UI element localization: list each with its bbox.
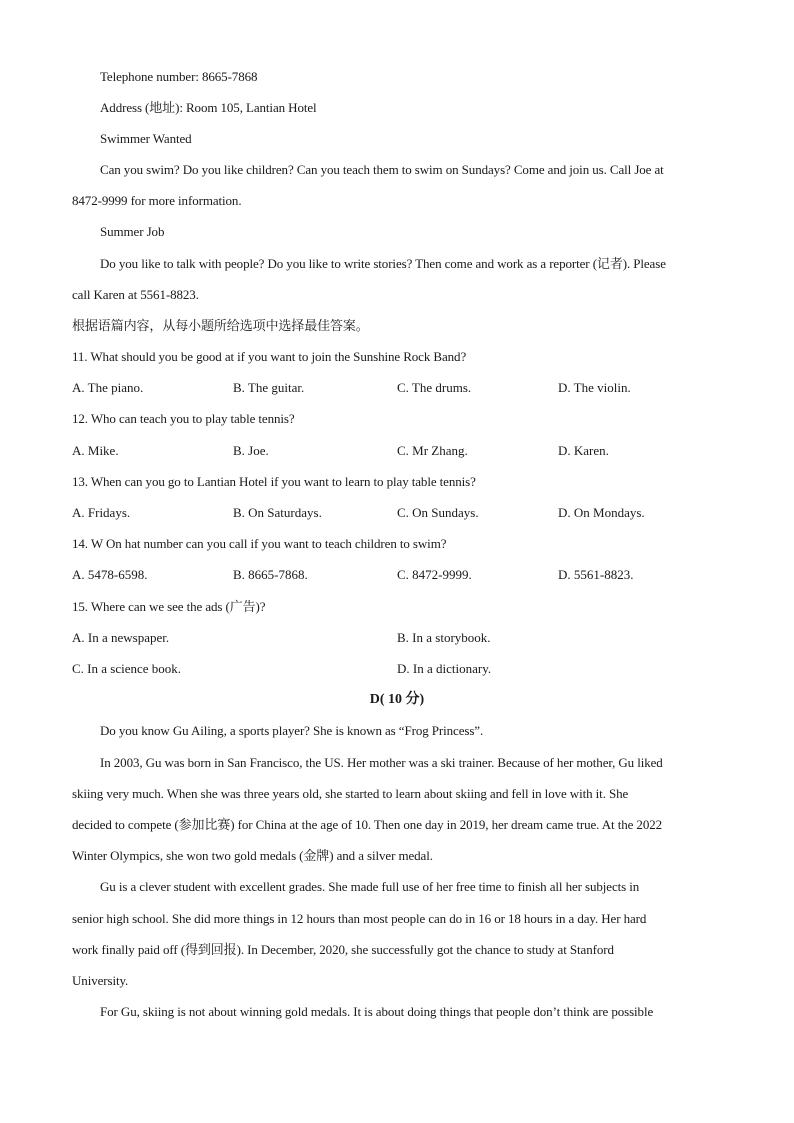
q14-option-d: D. 5561-8823. bbox=[558, 567, 634, 582]
q15-option-d: D. In a dictionary. bbox=[397, 661, 492, 676]
ad-swimmer-text-1: Can you swim? Do you like children? Can you teach them to swim on Sundays? Come and join us. Call Joe at bbox=[100, 162, 664, 177]
passage-line: For Gu, skiing is not about winning gold medals. It is about doing things that people don’t think are possible bbox=[100, 1004, 654, 1019]
q11-option-a: A. The piano. bbox=[72, 380, 144, 395]
q12-option-d: D. Karen. bbox=[558, 443, 609, 458]
q11-option-c: C. The drums. bbox=[397, 380, 472, 395]
ad-swimmer-text-2: 8472-9999 for more information. bbox=[72, 193, 242, 208]
question-stem-11: 11. What should you be good at if you want to join the Sunshine Rock Band? bbox=[72, 349, 467, 364]
question-stem-13: 13. When can you go to Lantian Hotel if you want to learn to play table tennis? bbox=[72, 474, 476, 489]
passage-line: decided to compete (参加比赛) for China at the age of 10. Then one day in 2019, her dream came true. At the 2022 bbox=[72, 817, 663, 832]
q14-option-a: A. 5478-6598. bbox=[72, 567, 148, 582]
ad-telephone: Telephone number: 8665-7868 bbox=[100, 69, 258, 84]
passage-line: senior high school. She did more things in 12 hours than most people can do in 16 or 18 hours in a day. Her hard bbox=[72, 911, 647, 926]
passage-line: In 2003, Gu was born in San Francisco, the US. Her mother was a ski trainer. Because of her mother, Gu liked bbox=[100, 755, 663, 770]
q11-option-d: D. The violin. bbox=[558, 380, 631, 395]
ad-address: Address (地址): Room 105, Lantian Hotel bbox=[100, 100, 317, 115]
q13-option-b: B. On Saturdays. bbox=[233, 505, 322, 520]
q12-option-a: A. Mike. bbox=[72, 443, 119, 458]
question-stem-12: 12. Who can teach you to play table tennis? bbox=[72, 411, 295, 426]
q12-option-b: B. Joe. bbox=[233, 443, 269, 458]
passage-line: Winter Olympics, she won two gold medals (金牌) and a silver medal. bbox=[72, 848, 433, 863]
section-d-heading: D( 10 分) bbox=[369, 692, 425, 707]
passage-line: Do you know Gu Ailing, a sports player? She is known as “Frog Princess”. bbox=[100, 723, 484, 738]
ad-swimmer-title: Swimmer Wanted bbox=[100, 131, 192, 146]
ad-summer-text-1: Do you like to talk with people? Do you like to write stories? Then come and work as a reporter (记者). Please bbox=[100, 256, 666, 271]
ad-summer-text-2: call Karen at 5561-8823. bbox=[72, 287, 199, 302]
instruction-text: 根据语篇内容，从每小题所给选项中选择最佳答案。 bbox=[72, 318, 369, 333]
q15-option-a: A. In a newspaper. bbox=[72, 630, 170, 645]
q14-option-c: C. 8472-9999. bbox=[397, 567, 472, 582]
question-stem-14: 14. W On hat number can you call if you want to teach children to swim? bbox=[72, 536, 447, 551]
question-stem-15: 15. Where can we see the ads (广告)? bbox=[72, 599, 266, 614]
ad-summer-title: Summer Job bbox=[100, 224, 165, 239]
q14-option-b: B. 8665-7868. bbox=[233, 567, 308, 582]
passage-line: work finally paid off (得到回报). In December, 2020, she successfully got the chance to study at Stanford bbox=[72, 942, 614, 957]
q12-option-c: C. Mr Zhang. bbox=[397, 443, 468, 458]
passage-line: Gu is a clever student with excellent grades. She made full use of her free time to finish all her subjects in bbox=[100, 879, 640, 894]
q11-option-b: B. The guitar. bbox=[233, 380, 305, 395]
q13-option-d: D. On Mondays. bbox=[558, 505, 645, 520]
passage-line: University. bbox=[72, 973, 129, 988]
q13-option-c: C. On Sundays. bbox=[397, 505, 479, 520]
q13-option-a: A. Fridays. bbox=[72, 505, 131, 520]
q15-option-c: C. In a science book. bbox=[72, 661, 182, 676]
q15-option-b: B. In a storybook. bbox=[397, 630, 491, 645]
passage-line: skiing very much. When she was three years old, she started to learn about skiing and fell in love with it. She bbox=[72, 786, 629, 801]
